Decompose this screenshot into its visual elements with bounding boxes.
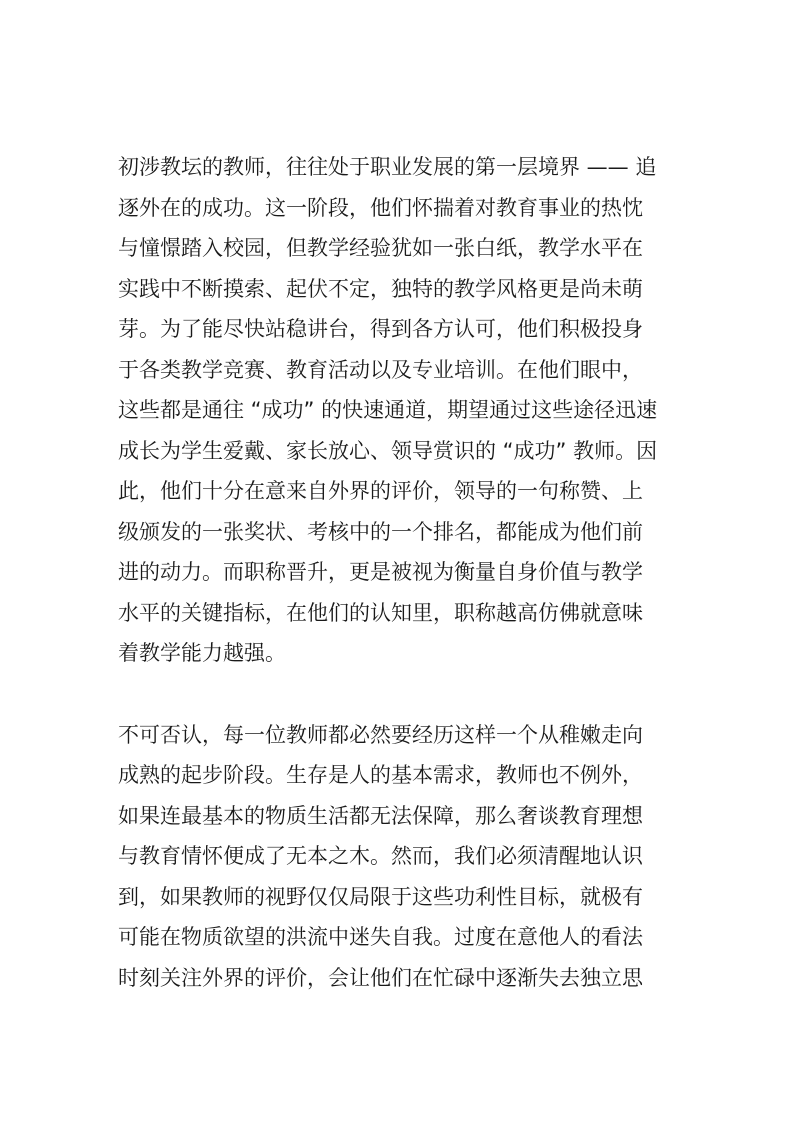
text-line: 着教学能力越强。: [118, 641, 286, 665]
text-line: 水平的关键指标，在他们的认知里，职称越高仿佛就意味: [118, 600, 643, 625]
text-line: 实践中不断摸索、起伏不定，独特的教学风格更是尚未萌: [118, 276, 643, 301]
text-line: 与憧憬踏入校园，但教学经验犹如一张白纸，教学水平在: [118, 236, 643, 260]
text-line: 这些都是通往 “成功” 的快速通道，期望通过这些途径迅速: [118, 398, 658, 422]
text-line: 成熟的起步阶段。生存是人的基本需求，教师也不例外，: [118, 763, 643, 787]
text-line: 此，他们十分在意来自外界的评价，领导的一句称赞、上: [118, 479, 643, 503]
text-line: 级颁发的一张奖状、考核中的一个排名，都能成为他们前: [118, 519, 643, 544]
text-line: 初涉教坛的教师，往往处于职业发展的第一层境界 —— 追: [118, 155, 657, 179]
paragraph-1: [118, 147, 678, 674]
text-line: 于各类教学竞赛、教育活动以及专业培训。在他们眼中，: [118, 357, 643, 382]
paragraph-2: [118, 715, 678, 999]
text-line: 可能在物质欲望的洪流中迷失自我。过度在意他人的看法: [118, 925, 643, 949]
text-line: 与教育情怀便成了无本之木。然而，我们必须清醒地认识: [118, 844, 643, 868]
document-body: [118, 147, 678, 998]
text-line: 如果连最基本的物质生活都无法保障，那么奢谈教育理想: [118, 803, 643, 828]
text-line: 时刻关注外界的评价，会让他们在忙碌中逐渐失去独立思: [118, 965, 643, 990]
text-line: 逐外在的成功。这一阶段，他们怀揣着对教育事业的热忱: [118, 195, 643, 220]
text-line: 成长为学生爱戴、家长放心、领导赏识的 “成功” 教师。因: [118, 438, 658, 463]
text-line: 不可否认，每一位教师都必然要经历这样一个从稚嫩走向: [118, 722, 643, 747]
text-line: 到，如果教师的视野仅仅局限于这些功利性目标，就极有: [118, 884, 643, 909]
text-line: 进的动力。而职称晋升，更是被视为衡量自身价值与教学: [118, 560, 643, 584]
text-line: 芽。为了能尽快站稳讲台，得到各方认可，他们积极投身: [118, 317, 643, 341]
